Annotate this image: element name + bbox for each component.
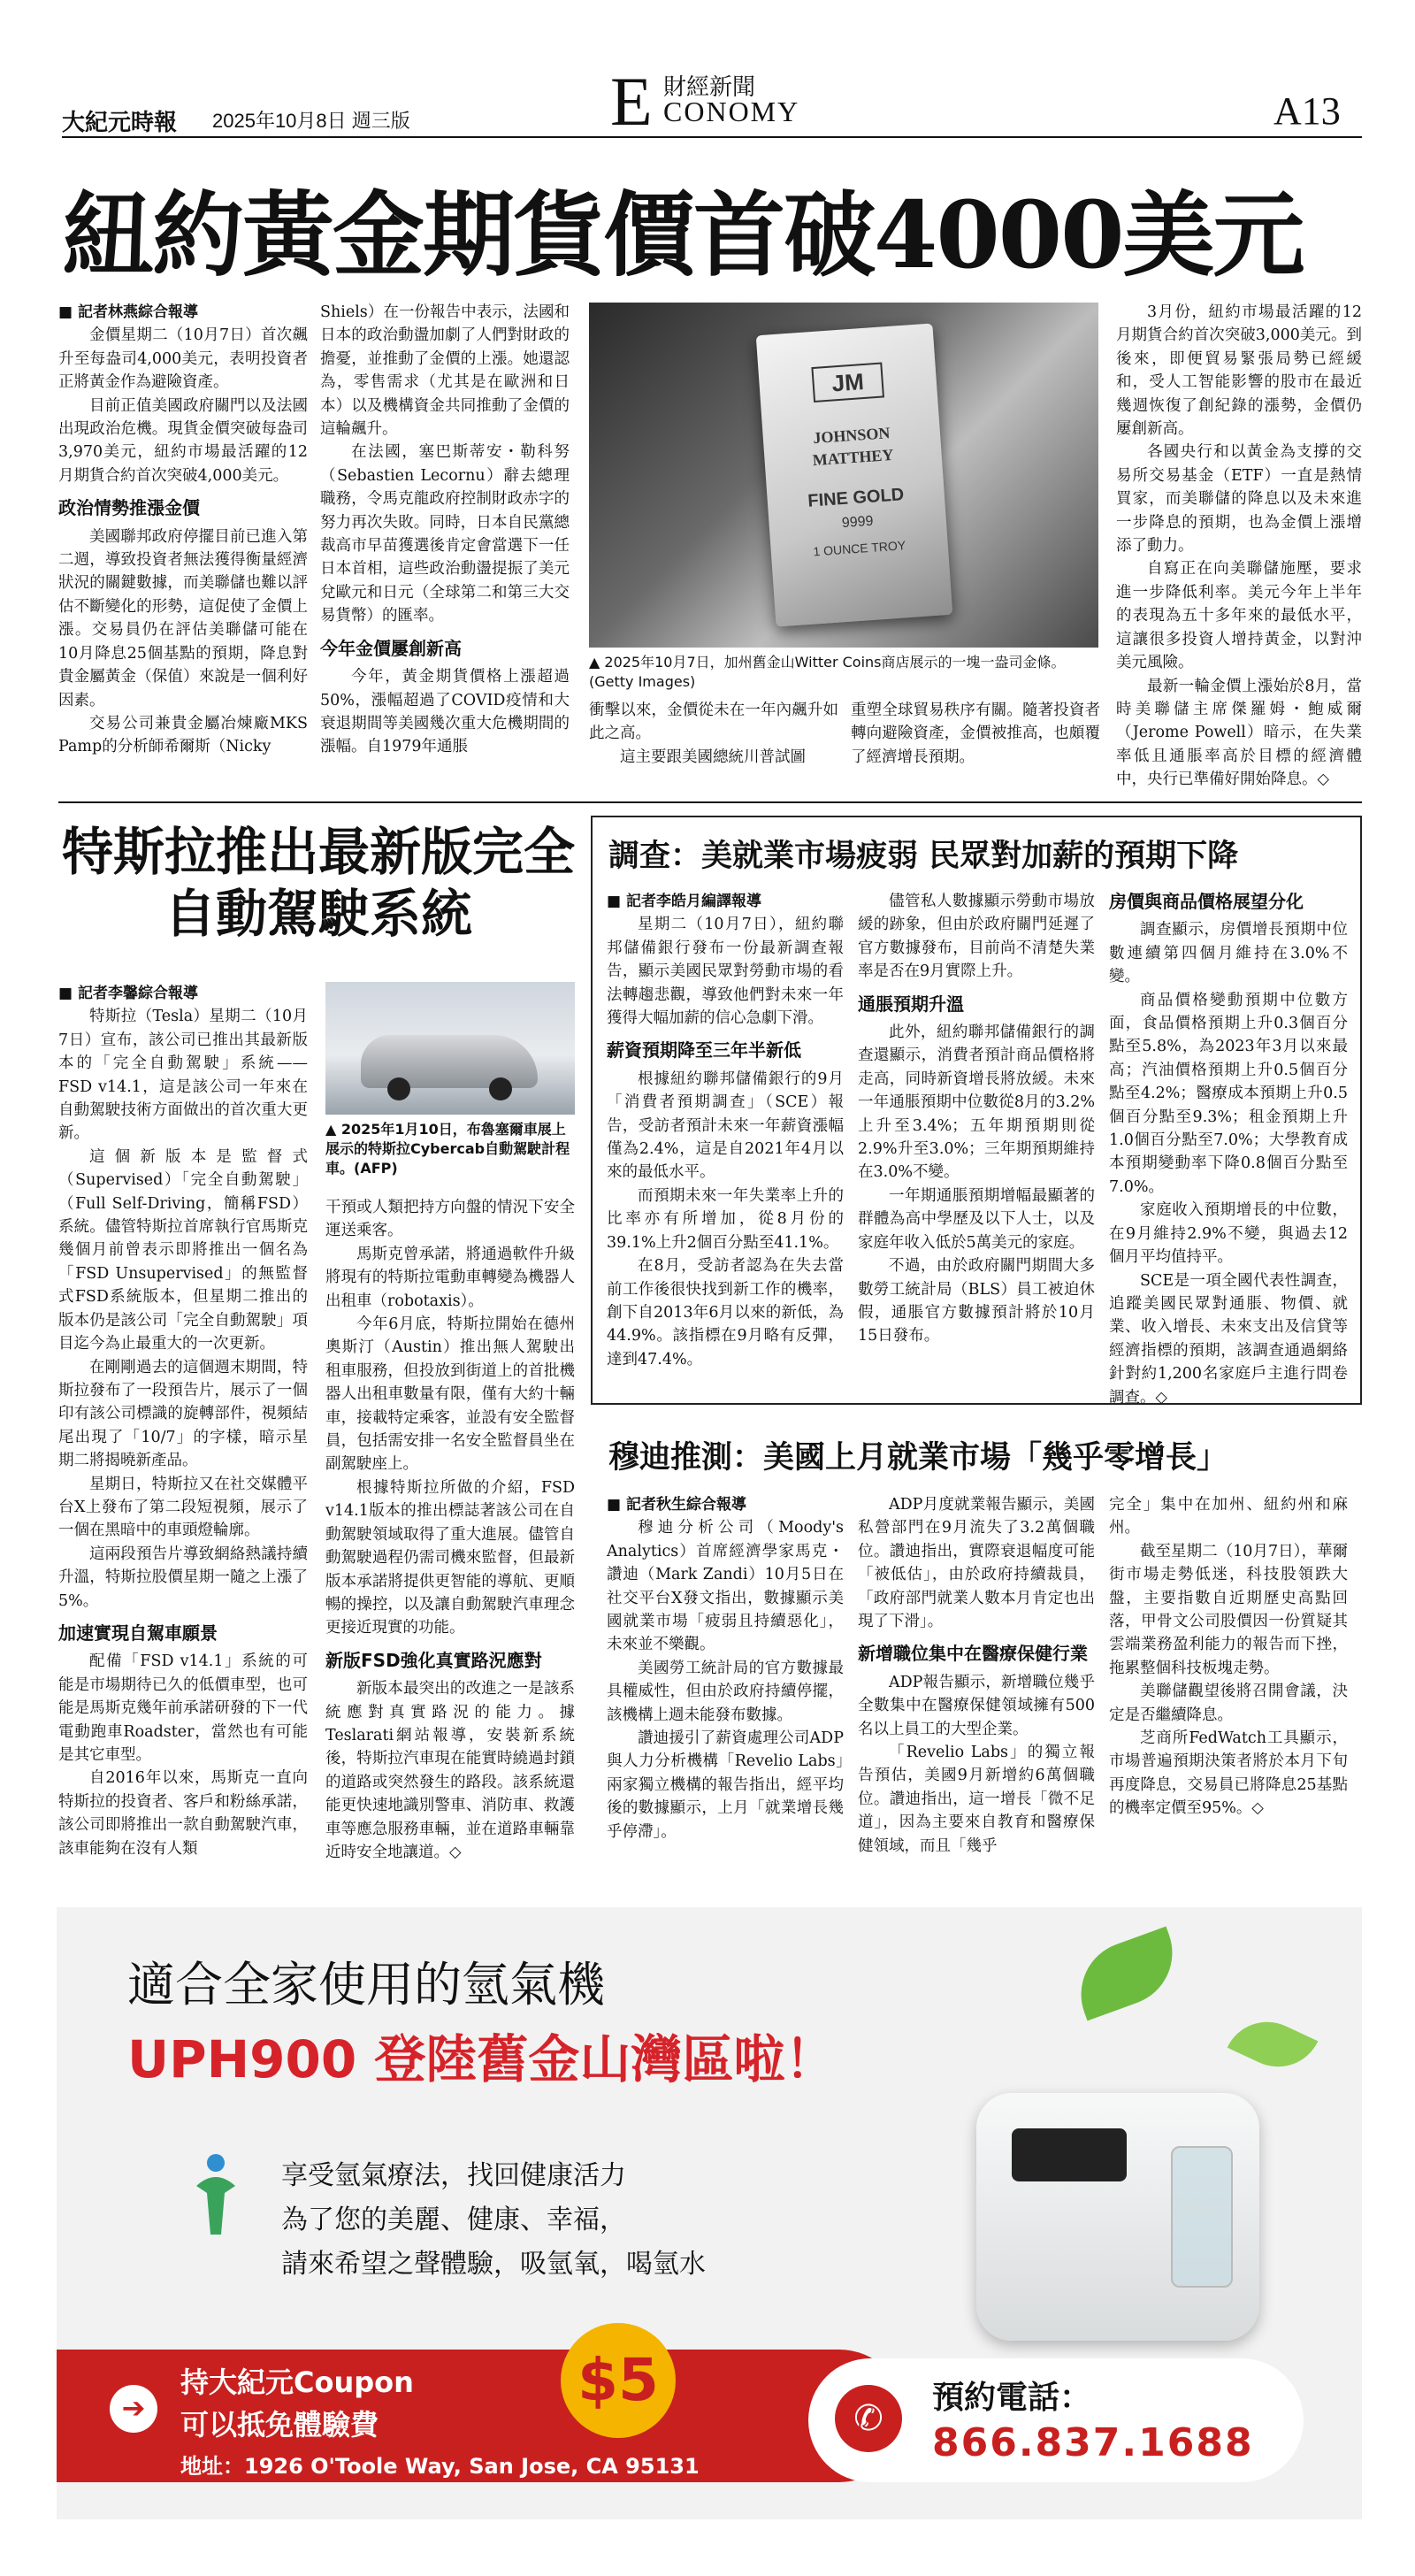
paper-name: 大紀元時報 [62,110,178,136]
tesla-paragraph: 星期日，特斯拉又在社交媒體平台X上發布了第二段短視頻，展示了一個在黑暗中的車頭燈輪廓。 [58,1475,308,1540]
survey-col-3 [1109,890,1348,1407]
page-number: A13 [1274,89,1341,133]
moodys-col-1 [607,1493,844,1902]
hydrogen-machine-ad[interactable] [57,1907,1362,2519]
phone-icon: ✆ [835,2385,902,2452]
gold-paragraph: 3月份，紐約市場最活躍的12月期貨合約首次突破3,000美元。到後來，即便貿易緊張局勢已經緩和，受人工智能影響的股市在最近幾週恢復了創紀錄的漲勢，金價仍屢創新高。 [1116,303,1362,439]
tesla-byline: ■ 記者李馨綜合報導 [58,985,198,1002]
gold-col-3 [589,699,838,796]
tesla-paragraph: 在剛剛過去的這個週末期間，特斯拉發布了一段預告片，展示了一個印有該公司標識的旋轉部件，視頻結尾出現了「10/7」的字樣，暗示星期二將揭曉新產品。 [58,1358,308,1470]
gold-subhead: 政治情勢推漲金價 [58,497,200,519]
tesla-paragraph: 特斯拉（Tesla）星期二（10月7日）宣布，該公司已推出其最新版本的「完全自動駕駛」系統——FSD v14.1，這是該公司一年來在自動駕駛技術方面做出的首次重大更新。 [58,1008,308,1143]
gold-paragraph: 重塑全球貿易秩序有關。隨著投資者轉向避險資產，金價被推高，也頗覆了經濟增長預期。 [851,702,1100,766]
survey-paragraph: 星期二（10月7日），紐約聯邦儲備銀行發布一份最新調查報告，顯示美國民眾對勞動市場的看法轉趨悲觀，導致他們對未來一年獲得大幅加薪的信心急劇下滑。 [607,916,844,1028]
jm-logo: JM [811,363,884,402]
survey-paragraph: 而預期未來一年失業率上升的比率亦有所增加，從8月份的39.1%上升2個百分點至41.1%。 [607,1186,844,1252]
moodys-headline: 穆迪推測：美國上月就業市場「幾乎零增長」 [608,1440,1228,1476]
survey-paragraph: 此外，紐約聯邦儲備銀行的調查還顯示，消費者預計商品價格將走高，同時新資增長將放緩。未來一年通脹預期中位數從8月的3.2%上升至3.4%；五年期預期則從2.9%升至3.0%；三年期預期維持在3.0%不變。 [858,1024,1095,1182]
gold-subhead: 今年金價屢創新高 [320,637,462,659]
gold-bar-photo [589,303,1098,648]
survey-paragraph: SCE是一項全國代表性調查，追蹤美國民眾對通脹、物價、就業、收入增長、未來支出及信貸等經濟指標的預期，該調查通過網絡針對約1,200名家庭戶主進行問卷調查。◇ [1109,1271,1348,1407]
tesla-subhead: 新版FSD強化真實路況應對 [325,1649,542,1671]
tesla-paragraph: 干預或人類把持方向盤的情況下安全運送乘客。 [325,1199,575,1240]
bar-weight: 1 OUNCE TROY [812,538,906,559]
gold-paragraph: 在法國，塞巴斯蒂安・勒科努（Sebastien Lecornu）辭去總理職務，令馬克龍政府控制財政赤字的努力再次失敗。同時，日本自民黨總裁高市早苗獲選後肯定會當選下一任日本首相，這些政治動盪提振了美元兌歐元和日元（全球第二和第三大交易貨幣）的匯率。 [320,443,570,625]
gold-paragraph: 金價星期二（10月7日）首次飆升至每盎司4,000美元，表明投資者正將黃金作為避險資產。 [58,326,308,392]
section-title-en: CONOMY [663,96,800,127]
tesla-col-2 [325,1196,575,1902]
coupon-text: 可以抵免體驗費 [180,2408,379,2442]
gold-col-2 [320,301,570,796]
car-wheel [387,1077,410,1100]
survey-paragraph: 不過，由於政府關門期間大多數勞工統計局（BLS）員工被迫休假，通脹官方數據預計將於10月15日發布。 [858,1257,1095,1346]
moodys-paragraph: 完全」集中在加州、紐約州和麻州。 [1109,1496,1348,1537]
ad-text-line: 享受氫氣療法，找回健康活力 [281,2160,626,2191]
gold-paragraph: 這主要跟美國總統川普試圖 [620,748,806,766]
bar-maker-name: JOHNSON [812,424,891,448]
ad-text-line: 請來希望之聲體驗，吸氫氧，喝氫水 [281,2249,706,2280]
gold-byline: ■ 記者林燕綜合報導 [58,303,198,321]
gold-col-4 [851,699,1100,796]
gold-paragraph: 衝擊以來，金價從未在一年內飆升如此之高。 [589,702,838,743]
gold-paragraph: 美國聯邦政府停擺目前已進入第二週，導致投資者無法獲得衡量經濟狀況的關鍵數據，而美聯儲也難以評估不斷變化的形勢，這促使了金價上漲。交易員仍在評估美聯儲可能在10月降息25個基點的預期，降息對貴金屬黃金（保值）來說是一個利好因素。 [58,527,308,709]
tesla-paragraph: 馬斯克曾承諾，將通過軟件升級將現有的特斯拉電動車轉變為機器人出租車（robotaxis）。 [325,1245,575,1310]
bar-maker-name: MATTHEY [812,445,895,470]
moodys-paragraph: 美國勞工統計局的官方數據最具權威性，但由於政府持續停擺，該機構上週未能發布數據。 [607,1659,844,1724]
hydrogen-machine-image [976,2093,1259,2341]
tesla-photo-caption: ▲ 2025年1月10日，布魯塞爾車展上展示的特斯拉Cybercab自動駕駛計程車。(AFP) [325,1121,570,1177]
survey-paragraph: 在8月，受訪者認為在失去當前工作後很快找到新工作的機率，創下自2013年6月以來的新低，為44.9%。該指標在9月略有反彈，達到47.4%。 [607,1257,844,1368]
gold-paragraph: Shiels）在一份報告中表示，法國和日本的政治動盪加劇了人們對財政的擔憂，並推動了金價的上漲。她還認為，零售需求（尤其是在歐洲和日本）以及機構資金共同推動了金價的這輪飆升。 [320,303,570,439]
moodys-subhead: 新增職位集中在醫療保健行業 [858,1643,1088,1665]
tesla-col-1 [58,982,308,1902]
tesla-paragraph: 自2016年以來，馬斯克一直向特斯拉的投資者、客戶和粉絲承諾，該公司即將推出一款自動駕駛汽車，該車能夠在沒有人類 [58,1769,308,1858]
water-cup [1171,2146,1233,2288]
gold-paragraph: 目前正值美國政府關門以及法國出現政治危機。現貨金價突破每盎司3,970美元，紐約市場最活躍的12月期貨合約首次突破4,000美元。 [58,396,308,485]
moodys-paragraph: 美聯儲觀望後將召開會議，決定是否繼續降息。 [1109,1683,1348,1724]
moodys-col-2 [858,1493,1095,1902]
survey-subhead: 房價與商品價格展望分化 [1109,891,1304,912]
survey-byline: ■ 記者李皓月編譯報導 [607,893,761,910]
survey-subhead: 通脹預期升溫 [858,993,964,1015]
bar-fine-gold: FINE GOLD [807,485,905,511]
tesla-paragraph: 根據特斯拉所做的介紹，FSD v14.1版本的推出標誌著該公司在自動駕駛領域取得了重大進展。儘管自動駕駛過程仍需司機來監督，但最新版本承諾將提供更智能的導航、更順暢的操控，以及讓自動駕駛汽車理念更接近現實的功能。 [325,1478,575,1637]
moodys-col-3 [1109,1493,1348,1902]
gold-paragraph: 最新一輪金價上漲始於8月，當時美聯儲主席傑羅姆・鮑威爾（Jerome Powell）暗示，在失業率低且通脹率高於目標的經濟體中，央行已準備好開始降息。◇ [1116,677,1362,789]
gold-paragraph: 交易公司兼貴金屬冶煉廠MKS Pamp的分析師希爾斯（Nicky [58,714,308,756]
person-icon [189,2150,242,2239]
tesla-paragraph: 這個新版本是監督式（Supervised）「完全自動駕駛」（Full Self-Driving，簡稱FSD）系統。儘管特斯拉首席執行官馬斯克幾個月前曾表示即將推出一個名為「FSD Unsupervised」的無監督式FSD系統版本，但星期二推出的版本仍是該公司「完全自動駕駛」項目迄今為止最重大的一次更新。 [58,1147,308,1353]
phone-label: 預約電話： [932,2380,1092,2416]
moodys-paragraph: 芝商所FedWatch工具顯示，市場普遍預期決策者將於本月下旬再度降息，交易員已將降息25基點的機率定價至95%。◇ [1109,1729,1348,1818]
tesla-paragraph: 這兩段預告片導致網絡熱議持續升溫，特斯拉股價星期一隨之上漲了5%。 [58,1545,308,1610]
cybercab-car [361,1035,538,1088]
survey-col-2 [858,890,1095,1394]
ad-text-line: 為了您的美麗、健康、幸福， [281,2204,626,2235]
gold-col-1 [58,301,308,796]
survey-paragraph: 商品價格變動預期中位數方面，食品價格預期上升0.3個百分點至5.8%，為2023年3月以來最高；汽油價格預期上升0.5個百分點至4.2%；醫療成本預期上升0.5個百分點至9.3%；租金預期上升1.0個百分點至7.0%；大學教育成本預期變動率下降0.8個百分點至7.0%。 [1109,991,1348,1196]
machine-display [1012,2128,1127,2181]
moodys-paragraph: 截至星期二（10月7日），華爾街市場走勢低迷，科技股領跌大盤，主要指數自近期歷史高點回落，甲骨文公司股價因一份質疑其雲端業務盈利能力的報告而下挫，拖累整個科技板塊走勢。 [1109,1542,1348,1677]
gold-bar [756,323,953,626]
moodys-paragraph: 讚迪援引了薪資處理公司ADP與人力分析機構「Revelio Labs」兩家獨立機構的報告指出，經平均後的數據顯示，上月「就業增長幾乎停滯」。 [607,1729,844,1841]
survey-subhead: 薪資預期降至三年半新低 [607,1039,801,1062]
survey-paragraph: 根據紐約聯邦儲備銀行的9月「消費者預期調查」（SCE）報告，受訪者預計未來一年薪資漲幅僅為2.4%，這是自2021年4月以來的最低水平。 [607,1070,844,1182]
coupon-text: 持大紀元Coupon [180,2365,414,2399]
moodys-paragraph: 穆迪分析公司（Moody's Analytics）首席經濟學家馬克・讚迪（Mark Zandi）10月5日在社交平台X發文指出，數據顯示美國就業市場「疲弱且持續惡化」，未來並不樂觀。 [607,1519,844,1654]
arrow-right-icon[interactable]: ➔ [110,2385,157,2433]
tesla-paragraph: 今年6月底，特斯拉開始在德州奧斯汀（Austin）推出無人駕駛出租車服務，但投放到街道上的首批機器人出租車數量有限，僅有大約十輛車，接載特定乘客，並設有安全監督員，包括需安排一名安全監督員坐在副駕駛座上。 [325,1315,575,1474]
tesla-subhead: 加速實現自駕車願景 [58,1622,218,1644]
section-initial: E [610,63,653,140]
tesla-paragraph: 配備「FSD v14.1」系統的可能是市場期待已久的低價車型，也可能是馬斯克幾年前承諾研發的下一代電動跑車Roadster，當然也有可能是其它車型。 [58,1652,308,1764]
moodys-paragraph: 「Revelio Labs」的獨立報告預估，美國9月新增約6萬個職位。讚迪指出，這一增長「微不足道」，因為主要來自教育和醫療保健領域，而且「幾乎 [858,1744,1095,1855]
survey-paragraph: 調查顯示，房價增長預期中位數連續第四個月維持在3.0%不變。 [1109,921,1348,986]
bar-purity: 9999 [841,513,875,532]
tesla-paragraph: 新版本最突出的改進之一是該系統應對真實路況的能力。據Teslarati網站報導，安裝新系統後，特斯拉汽車現在能實時繞過封鎖的道路或突然發生的路段。該系統還能更快速地識別警車、消防車、救護車等應急服務車輛，並在道路車輛靠近時安全地讓道。◇ [325,1680,575,1861]
moodys-byline: ■ 記者秋生綜合報導 [607,1496,746,1514]
survey-col-1 [607,890,844,1394]
tesla-headline: 特斯拉推出最新版完全自動駕駛系統 [62,822,576,944]
survey-headline: 調查：美就業市場疲弱 民眾對加薪的預期下降 [608,839,1239,874]
car-wheel [489,1077,512,1100]
section-divider [58,801,1362,803]
leaf-icon [1067,1927,1188,2021]
gold-headline: 紐約黃金期貨價首破4000美元 [62,180,1304,289]
price-badge: $5 [561,2323,676,2438]
survey-paragraph: 家庭收入預期增長的中位數，在9月維持2.9%不變，與過去12個月平均值持平。 [1109,1201,1348,1267]
survey-paragraph: 一年期通脹預期增幅最顯著的群體為高中學歷及以下人士，以及家庭年收入低於5萬美元的家庭。 [858,1186,1095,1252]
leaf-icon [1228,2007,1319,2081]
gold-col-5 [1116,301,1362,796]
ad-title: 適合全家使用的氫氣機 [127,1957,605,2012]
ad-product-title: UPH900 登陸舊金山灣區啦！ [127,2029,837,2089]
phone-number[interactable]: 866.837.1688 [932,2420,1254,2465]
gold-paragraph: 各國央行和以黃金為支撐的交易所交易基金（ETF）一直是熱情買家，而美聯儲的降息以及未來進一步降息的預期，也為金價上漲增添了動力。 [1116,443,1362,556]
section-title-zh: 財經新聞 [663,74,756,101]
ad-address: 地址：1926 O'Toole Way, San Jose, CA 95131 [180,2454,700,2479]
gold-photo-caption: ▲ 2025年10月7日，加州舊金山Witter Coins商店展示的一塊一盎司金條。(Getty Images) [589,654,1066,690]
moodys-paragraph: ADP月度就業報告顯示，美國私營部門在9月流失了3.2萬個職位。讚迪指出，實際衰退幅度可能「被低估」，由於政府持續裁員，「政府部門就業人數本月肯定也出現了下滑」。 [858,1496,1095,1631]
gold-paragraph: 今年，黃金期貨價格上漲超過50%，漲幅超過了COVID疫情和大衰退期間等美國幾次重大危機期間的漲幅。自1979年通脹 [320,668,570,756]
issue-date: 2025年10月8日 週三版 [212,110,410,132]
cybercab-photo [325,982,575,1115]
survey-paragraph: 儘管私人數據顯示勞動市場放緩的跡象，但由於政府關門延遲了官方數據發布，目前尚不清楚失業率是否在9月實際上升。 [858,893,1095,981]
gold-paragraph: 自寫正在向美聯儲施壓，要求進一步降低利率。美元今年上半年的表現為五十多年來的最低水平，這讓很多投資人增持黃金，以對沖美元風險。 [1116,560,1362,672]
moodys-paragraph: ADP報告顯示，新增職位幾乎全數集中在醫療保健領域擁有500名以上員工的大型企業。 [858,1673,1095,1738]
